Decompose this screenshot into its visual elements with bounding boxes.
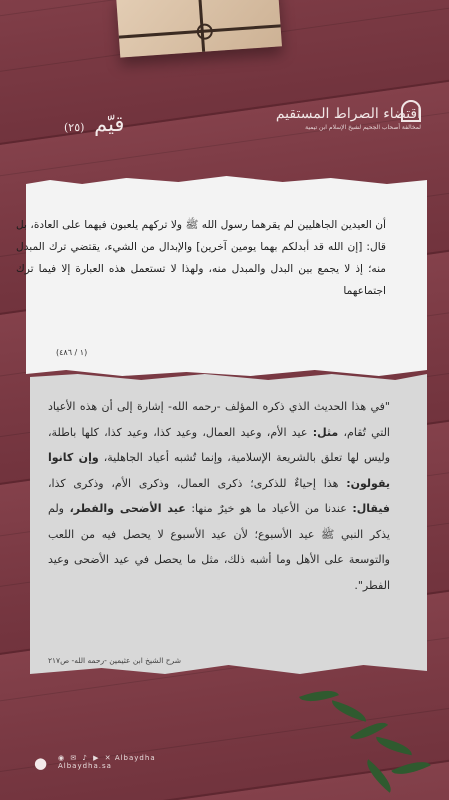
quote2-part2: عيد الأم، وعيد العمال، وعيد كذا، وعيد كذا، كلها باطلة، وليس لها تعلق بالشريعة الإسلامية، وإنما تُشبه أعياد الجاهلية، [48, 425, 391, 464]
book-logo [271, 106, 421, 131]
quote2-bold3: فيقال: [352, 502, 391, 515]
footer-social [58, 754, 156, 770]
lamp-icon [401, 100, 421, 122]
series-number: (٢٥) [64, 121, 85, 134]
quote2-bold4: عيد الأضحى والفطر، [69, 502, 186, 515]
logo-title: اقتضاء الصراط المستقيم [275, 106, 421, 122]
quote2-bold2: وإن كانوا يقولون: [48, 451, 390, 490]
series-word: قيّم [94, 112, 125, 136]
quote2-part3: هذا إحياءٌ للذكرى؛ ذكرى العمال، وذكرى الأم، وذكرى كذا، [48, 476, 347, 490]
quote-text-2 [48, 394, 390, 598]
social-handle-sa[interactable]: Albaydha.sa [58, 762, 112, 770]
social-handle[interactable]: Albaydha [114, 754, 156, 762]
quote-text-1: أن العيدين الجاهليين لم يقرهما رسول الله ﷺ ولا تركهم يلعبون فيهما على العادة، بل قال: [إن الله قد أبدلكم بهما يومين آخرين] والإبدال من الشيء، يقتضي ترك المبدل منه؛ إذ لا يجمع بين البدل والمبدل منه، ولهذا لا تستعمل هذه العبارة إلا فيما ترك اجتماعهما [16, 219, 386, 297]
series-title [64, 112, 124, 136]
quote2-part4: عندنا من الأعياد ما هو خيرٌ منها: [185, 502, 353, 515]
logo-subtitle: لمخالفة أصحاب الجحيم لشيخ الإسلام ابن تيمية [305, 124, 421, 131]
quote-reference: (١ / ٤٨٦) [56, 348, 88, 357]
quote2-part5: ولم يذكر النبي ﷺ عيد الأسبوع؛ لأن عيد الأسبوع لا يحصل فيه من اللعب والتوسعة على الأهل وما أشبه ذلك، مثل ما يحصل في عيد الأضحى وعيد الفطر". [48, 502, 390, 592]
brand-logo-icon: ● [34, 754, 48, 772]
social-icons[interactable]: ◉ ✉ ♪ ▶ ✕ [58, 754, 113, 762]
quote2-bold1: مثل: [312, 425, 339, 439]
quote-source: شرح الشيخ ابن عثيمين -رحمه الله- ص٢١٧ [48, 656, 181, 665]
quote2-part1: "في هذا الحديث الذي ذكره المؤلف -رحمه الله- إشارة إلى أن هذه الأعياد التي تُقام، [48, 400, 390, 439]
